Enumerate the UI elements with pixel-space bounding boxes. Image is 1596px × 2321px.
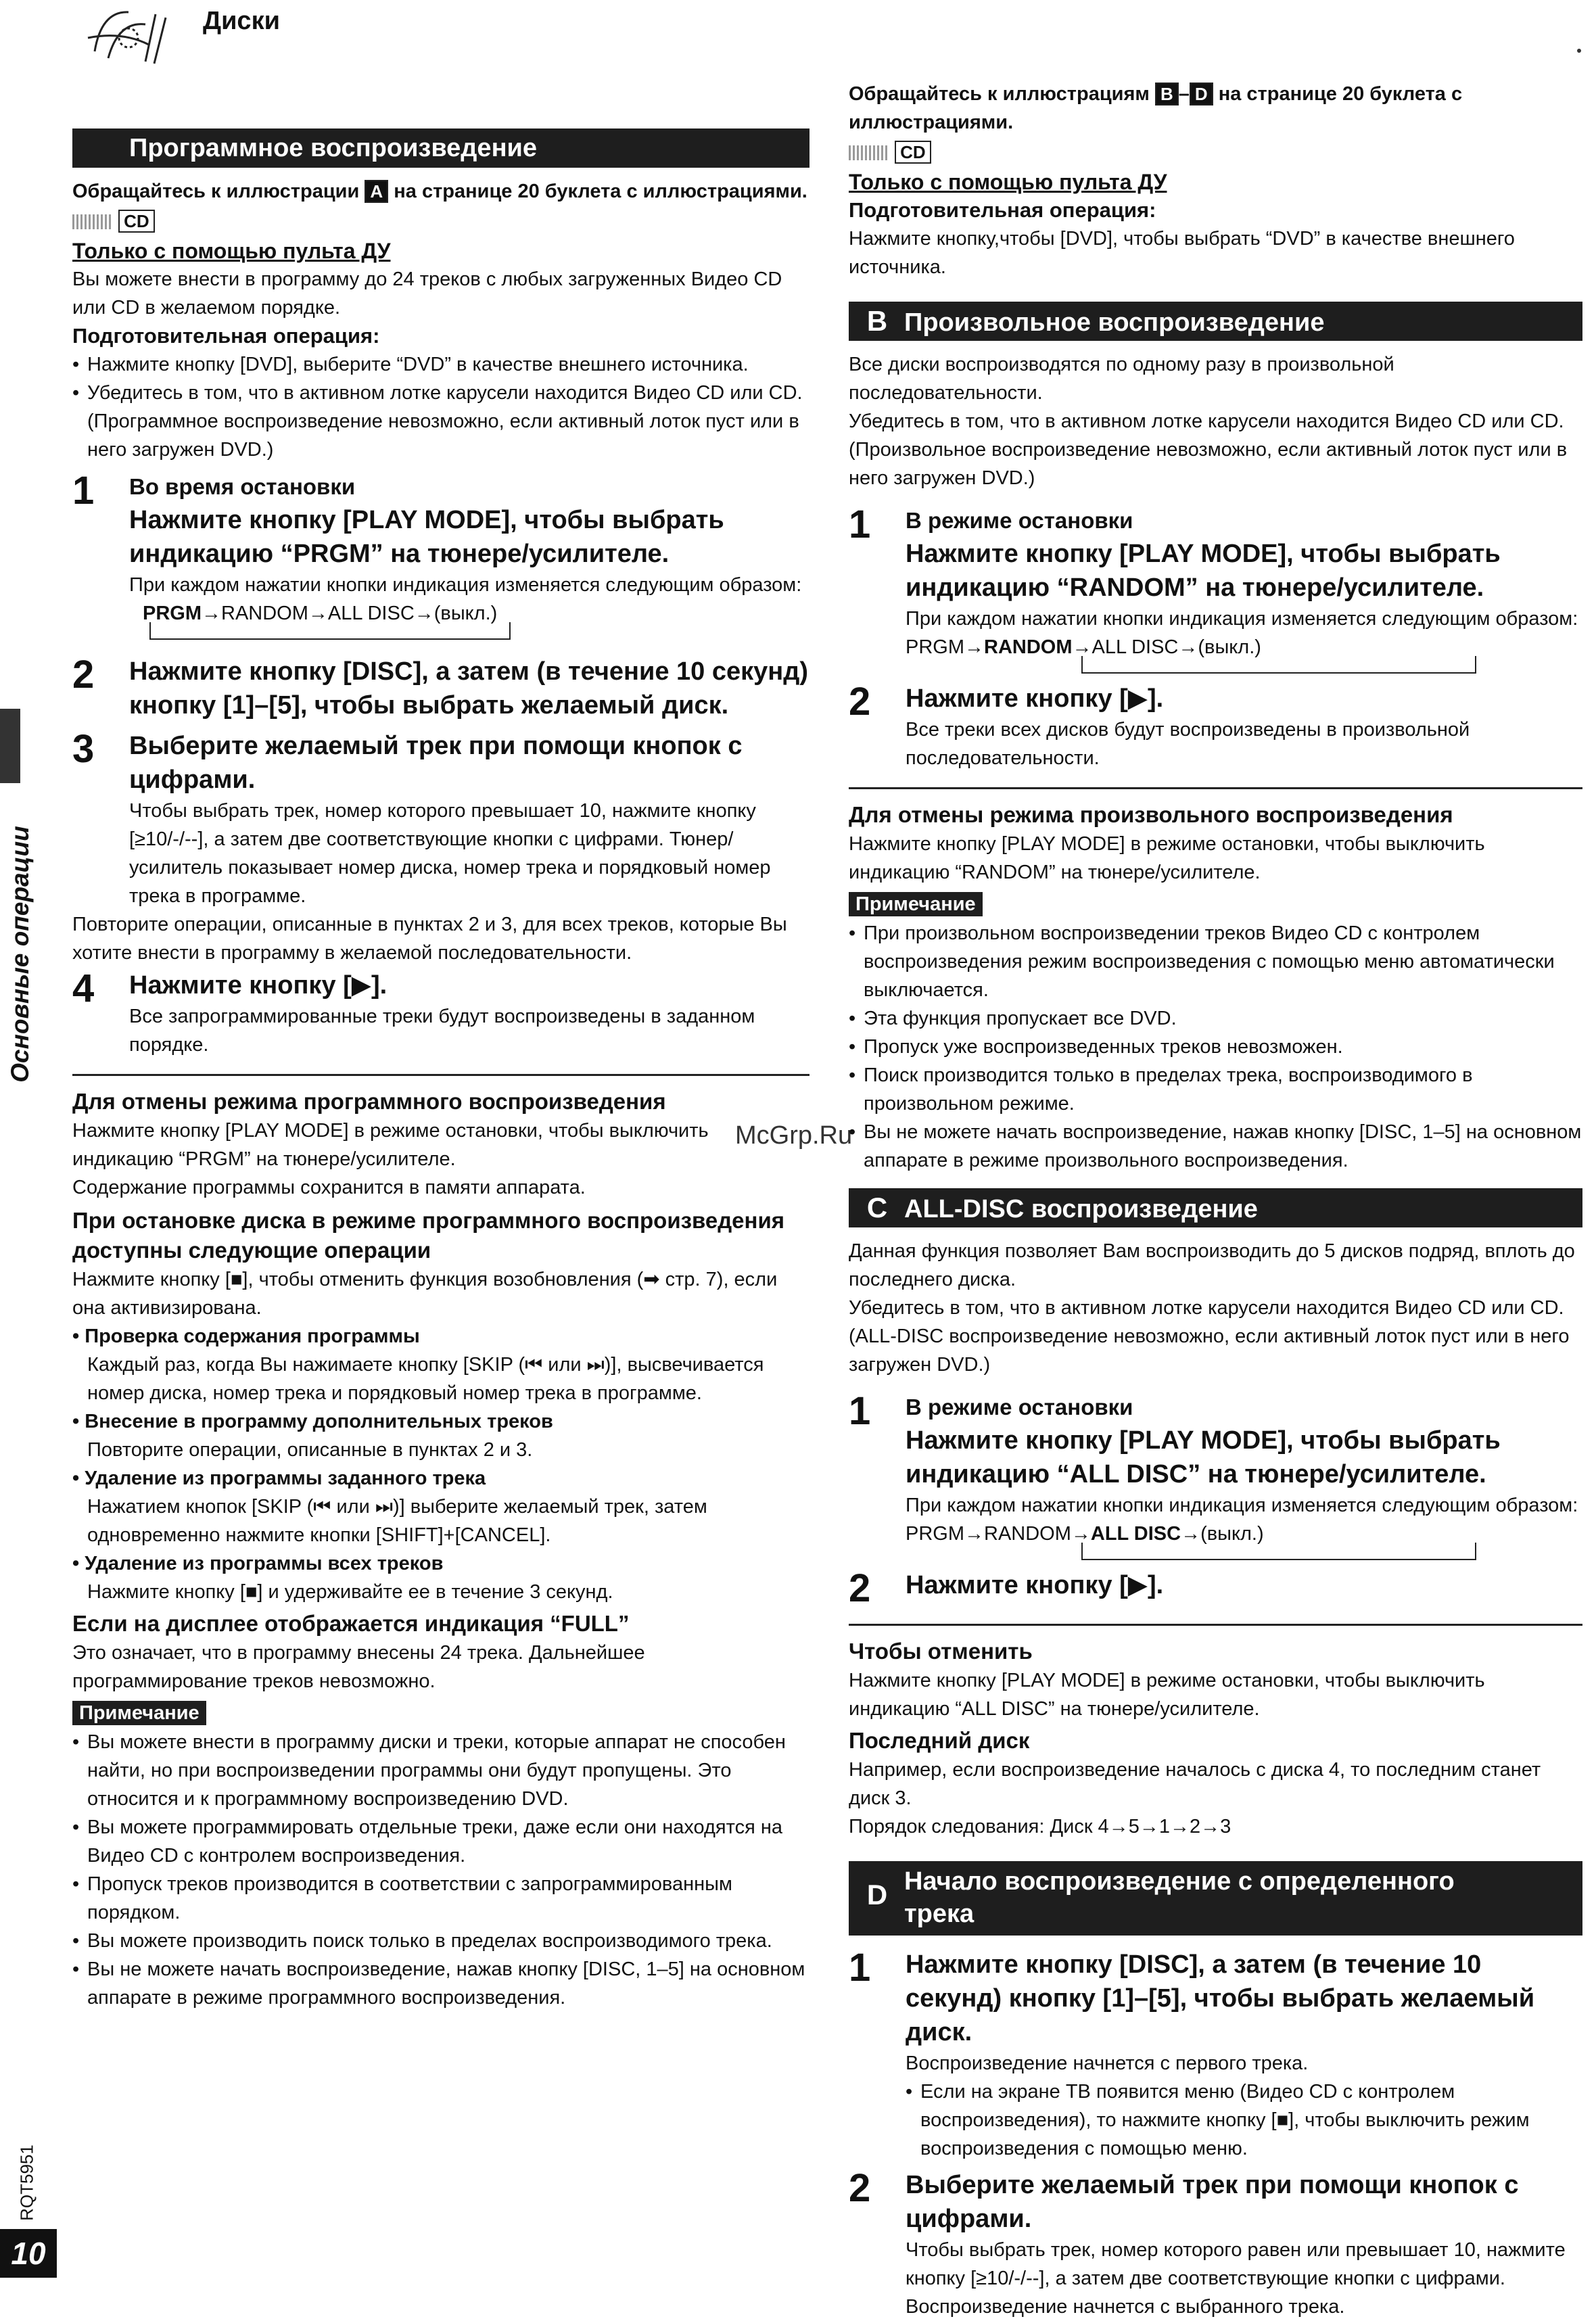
disc-logo-icon (81, 4, 189, 65)
step-b2 (849, 682, 1582, 772)
intro-text: Вы можете внести в программу до 24 треков с любых загруженных Видео CD или CD в желаемом порядке. (72, 268, 782, 319)
op-text: Каждый раз, когда Вы нажимаете кнопку [SKIP (⏮ или ⏭)], высвечивается номер диска, номер трека и порядковый номер трека в программе. (87, 1354, 764, 1404)
cancel-text: Нажмите кнопку [PLAY MODE] в режиме остановки, чтобы выключить индикацию “ALL DISC” на тюнере/усилителе. (849, 1670, 1485, 1720)
step-number: 2 (849, 1566, 871, 1610)
step-lead: Во время остановки (129, 474, 356, 499)
list-item: • Вы можете производить поиск только в пределах воспроизводимого трека. (72, 1927, 809, 1955)
ref-badge-d: D (1190, 83, 1213, 106)
notes-list (72, 1728, 809, 2012)
step-title: Выберите желаемый трек при помощи кнопок с цифрами. (906, 2171, 1519, 2233)
intro-text: Все диски воспроизводятся по одному разу в произвольной последовательности. (849, 354, 1394, 404)
section-title: Произвольное воспроизведение (904, 308, 1325, 337)
intro-text: Данная функция позволяет Вам воспроизводить до 5 дисков подряд, вплоть до последнего диска. (849, 1240, 1575, 1290)
vcd-logo-icon (72, 214, 113, 229)
prep-heading: Подготовительная операция: (72, 324, 380, 348)
cancel-heading: Чтобы отменить (849, 1639, 1033, 1664)
section-letter: B (866, 305, 888, 337)
illustration-ref: Обращайтесь к иллюстрации A на странице 20 буклета с иллюстрациями. (72, 181, 807, 202)
prep-list (72, 350, 809, 464)
step-number: 2 (72, 653, 95, 697)
mode-sequence: PRGM→RANDOM→ALL DISC→(выкл.) (906, 1520, 1582, 1560)
list-item: • Нажмите кнопку [DVD], выберите “DVD” в качестве внешнего источника. (72, 350, 809, 379)
divider (72, 1074, 809, 1076)
mode-sequence: PRGM→RANDOM→ALL DISC→(выкл.) (129, 599, 809, 640)
section-bar-all-disc (849, 1188, 1582, 1227)
list-item: • Вы можете внести в программу диски и треки, которые аппарат не способен найти, но при воспроизведении программы они будут пропущены. Это относится и к программному воспроизведению DVD. (72, 1728, 809, 1813)
step-title: Нажмите кнопку [PLAY MODE], чтобы выбрать индикацию “ALL DISC” на тюнере/усилителе. (906, 1426, 1501, 1488)
document-code: RQT5951 (16, 2144, 37, 2221)
step-title: Нажмите кнопку [▶]. (906, 1571, 1164, 1599)
left-column (72, 124, 809, 2012)
step-2 (72, 655, 809, 722)
notes-list (849, 919, 1582, 1175)
op-title: • Внесение в программу дополнительных треков (72, 1411, 553, 1432)
step-number: 2 (849, 680, 871, 724)
step-number: 2 (849, 2166, 871, 2210)
last-disc-heading: Последний диск (849, 1728, 1030, 1753)
cancel-heading: Для отмены режима программного воспроизведения (72, 1089, 666, 1114)
cancel-heading: Для отмены режима произвольного воспроизведения (849, 802, 1453, 827)
step-title: Нажмите кнопку [DISC], а затем (в течение 10 секунд) кнопку [1]–[5], чтобы выбрать желаемый диск. (906, 1950, 1535, 2046)
step-title: Выберите желаемый трек при помощи кнопок с цифрами. (129, 732, 743, 794)
section-title: Начало воспроизведение с определенного трека (904, 1867, 1455, 1928)
illustration-ref: Обращайтесь к иллюстрациям B – D на странице 20 буклета с иллюстрациями. (849, 83, 1463, 133)
step-4 (72, 968, 809, 1059)
note-label: Примечание (849, 892, 983, 916)
list-item: • Пропуск треков производится в соответствии с запрограммированным порядком. (72, 1870, 809, 1927)
cd-badge: CD (895, 141, 931, 164)
op-title: • Удаление из программы заданного трека (72, 1468, 486, 1489)
corner-dot (1577, 49, 1581, 53)
cancel-text: Нажмите кнопку [PLAY MODE] в режиме остановки, чтобы выключить индикацию “PRGM” на тюнере/усилителе. (72, 1120, 709, 1170)
repeat-text: Повторите операции, описанные в пунктах 2 и 3, для всех треков, которые Вы хотите внести в программу в желаемой последовательности. (72, 914, 787, 964)
step-c2 (849, 1568, 1582, 1609)
stop-heading: При остановке диска в режиме программного воспроизведения доступны следующие операции (72, 1208, 785, 1263)
prep-text: Нажмите кнопку,чтобы [DVD], чтобы выбрать “DVD” в качестве внешнего источника. (849, 228, 1515, 278)
cancel-text: Нажмите кнопку [PLAY MODE] в режиме остановки, чтобы выключить индикацию “RANDOM” на тюнере/усилителе. (849, 833, 1485, 883)
watermark: McGrp.Ru (735, 1121, 853, 1150)
step-number: 1 (849, 1389, 871, 1433)
step-b1 (849, 502, 1582, 674)
side-tab-marker (0, 709, 20, 783)
step-number: 1 (72, 469, 95, 513)
section-bar-start-track (849, 1861, 1582, 1936)
prep-heading: Подготовительная операция: (849, 198, 1156, 222)
op-text: Нажатием кнопок [SKIP (⏮ или ⏭)] выберите желаемый трек, затем одновременно нажмите кнопки [SHIFT]+[CANCEL]. (87, 1496, 707, 1546)
remote-only-heading: Только с помощью пульта ДУ (72, 239, 391, 263)
side-section-label: Основные операции (6, 826, 34, 1083)
step-desc: Чтобы выбрать трек, номер которого равен или превышает 10, нажмите кнопку [≥10/-/--], а затем две соответствующие кнопки с цифрами. Воспроизведение начнется с выбранного трека. (906, 2239, 1566, 2318)
step-desc: При каждом нажатии кнопки индикация изменяется следующим образом: (906, 608, 1578, 630)
section-bar-random (849, 302, 1582, 341)
list-item: • Убедитесь в том, что в активном лотке карусели находится Видео CD или CD. (Программное воспроизведение невозможно, если активный лоток пуст или в него загружен DVD.) (72, 379, 809, 464)
step-desc: Чтобы выбрать трек, номер которого превышает 10, нажмите кнопку [≥10/-/--], а затем две соответствующие кнопки с цифрами. Тюнер/усилитель показывает номер диска, номер трека и порядковый номер трека в программе. (129, 800, 771, 907)
remote-only-heading: Только с помощью пульта ДУ (849, 170, 1167, 194)
step-c1 (849, 1391, 1582, 1560)
step-desc: Все запрограммированные треки будут воспроизведены в заданном порядке. (129, 1006, 755, 1056)
disc-type-indicator (849, 138, 1582, 166)
step-desc: Воспроизведение начнется с первого трека. (906, 2053, 1309, 2074)
step-number: 1 (849, 1946, 871, 1990)
stop-text: Нажмите кнопку [■], чтобы отменить функция возобновления (➡ стр. 7), если она активизирована. (72, 1269, 778, 1319)
step-1 (72, 471, 809, 640)
step-title: Нажмите кнопку [DISC], а затем (в течение 10 секунд) кнопку [1]–[5], чтобы выбрать желаемый диск. (129, 657, 809, 720)
list-item: • Если на экране ТВ появится меню (Видео CD с контролем воспроизведения), то нажмите кнопку [■], чтобы выключить режим воспроизведения с помощью меню. (906, 2078, 1582, 2163)
step-title: Нажмите кнопку [PLAY MODE], чтобы выбрать индикацию “PRGM” на тюнере/усилителе. (129, 506, 724, 568)
cd-badge: CD (118, 210, 155, 233)
step-3 (72, 729, 809, 910)
section-letter: C (866, 1192, 888, 1223)
cancel-text-2: Содержание программы сохранится в памяти аппарата. (72, 1177, 586, 1198)
list-item: • Пропуск уже воспроизведенных треков невозможен. (849, 1033, 1582, 1061)
step-desc: При каждом нажатии кнопки индикация изменяется следующим образом: (906, 1495, 1578, 1516)
mode-sequence: PRGM→RANDOM→ALL DISC→(выкл.) (906, 633, 1582, 674)
step-title: Нажмите кнопку [▶]. (906, 684, 1164, 713)
vcd-logo-icon (849, 145, 889, 160)
intro-text-2: Убедитесь в том, что в активном лотке карусели находится Видео CD или CD. (Произвольное воспроизведение невозможно, если активный лоток пуст или в него загружен DVD.) (849, 411, 1568, 489)
list-item: • Поиск производится только в пределах трека, воспроизводимого в произвольном режиме. (849, 1061, 1582, 1118)
section-bar-program (72, 128, 809, 168)
last-disc-text: Например, если воспроизведение началось с диска 4, то последним станет диск 3. (849, 1759, 1541, 1809)
op-text: Нажмите кнопку [■] и удерживайте ее в течение 3 секунд. (87, 1581, 613, 1603)
step-number: 4 (72, 966, 95, 1010)
section-letter: D (866, 1879, 888, 1910)
list-item: • Эта функция пропускает все DVD. (849, 1004, 1582, 1033)
op-text: Повторите операции, описанные в пунктах 2 и 3. (87, 1439, 533, 1461)
step-desc: Все треки всех дисков будут воспроизведены в произвольной последовательности. (906, 719, 1470, 769)
divider (849, 787, 1582, 789)
ref-badge-b: B (1155, 83, 1179, 106)
step-desc: При каждом нажатии кнопки индикация изменяется следующим образом: (129, 574, 802, 596)
disc-type-indicator (72, 207, 809, 235)
list-item: • Вы не можете начать воспроизведение, нажав кнопку [DISC, 1–5] на основном аппарате в режиме программного воспроизведения. (72, 1955, 809, 2012)
divider (849, 1624, 1582, 1626)
section-title: ALL-DISC воспроизведение (904, 1195, 1258, 1223)
step-lead: В режиме остановки (906, 508, 1133, 533)
step-number: 3 (72, 727, 95, 771)
ops-list (72, 1322, 809, 1606)
section-title: Программное воспроизведение (129, 134, 538, 162)
op-title: • Удаление из программы всех треков (72, 1553, 444, 1574)
step-title: Нажмите кнопку [▶]. (129, 971, 388, 1000)
full-heading: Если на дисплее отображается индикация “FULL” (72, 1611, 630, 1636)
step-lead: В режиме остановки (906, 1394, 1133, 1420)
page-number: 10 (0, 2229, 57, 2278)
op-title: • Проверка содержания программы (72, 1326, 420, 1347)
step-d1 (849, 1948, 1582, 2163)
right-column (849, 80, 1582, 2321)
list-item: • Вы не можете начать воспроизведение, нажав кнопку [DISC, 1–5] на основном аппарате в режиме произвольного воспроизведения. (849, 1118, 1582, 1175)
order-text: Порядок следования: Диск 4→5→1→2→3 (849, 1816, 1231, 1837)
note-label: Примечание (72, 1701, 206, 1725)
step-title: Нажмите кнопку [PLAY MODE], чтобы выбрать индикацию “RANDOM” на тюнере/усилителе. (906, 540, 1501, 602)
full-text: Это означает, что в программу внесены 24 трека. Дальнейшее программирование треков невозможно. (72, 1642, 645, 1692)
list-item: • Вы можете программировать отдельные треки, даже если они находятся на Видео CD с контролем воспроизведения. (72, 1813, 809, 1870)
intro-text-2: Убедитесь в том, что в активном лотке карусели находится Видео CD или CD. (ALL-DISC воспроизведение невозможно, если активный лоток пуст или в него загружен DVD.) (849, 1297, 1570, 1376)
list-item: • При произвольном воспроизведении треков Видео CD с контролем воспроизведения режим воспроизведения с помощью меню автоматически выключается. (849, 919, 1582, 1004)
step-d2 (849, 2168, 1582, 2321)
step-number: 1 (849, 502, 871, 546)
ref-badge-a: A (365, 180, 388, 203)
page-title: Диски (203, 7, 280, 35)
